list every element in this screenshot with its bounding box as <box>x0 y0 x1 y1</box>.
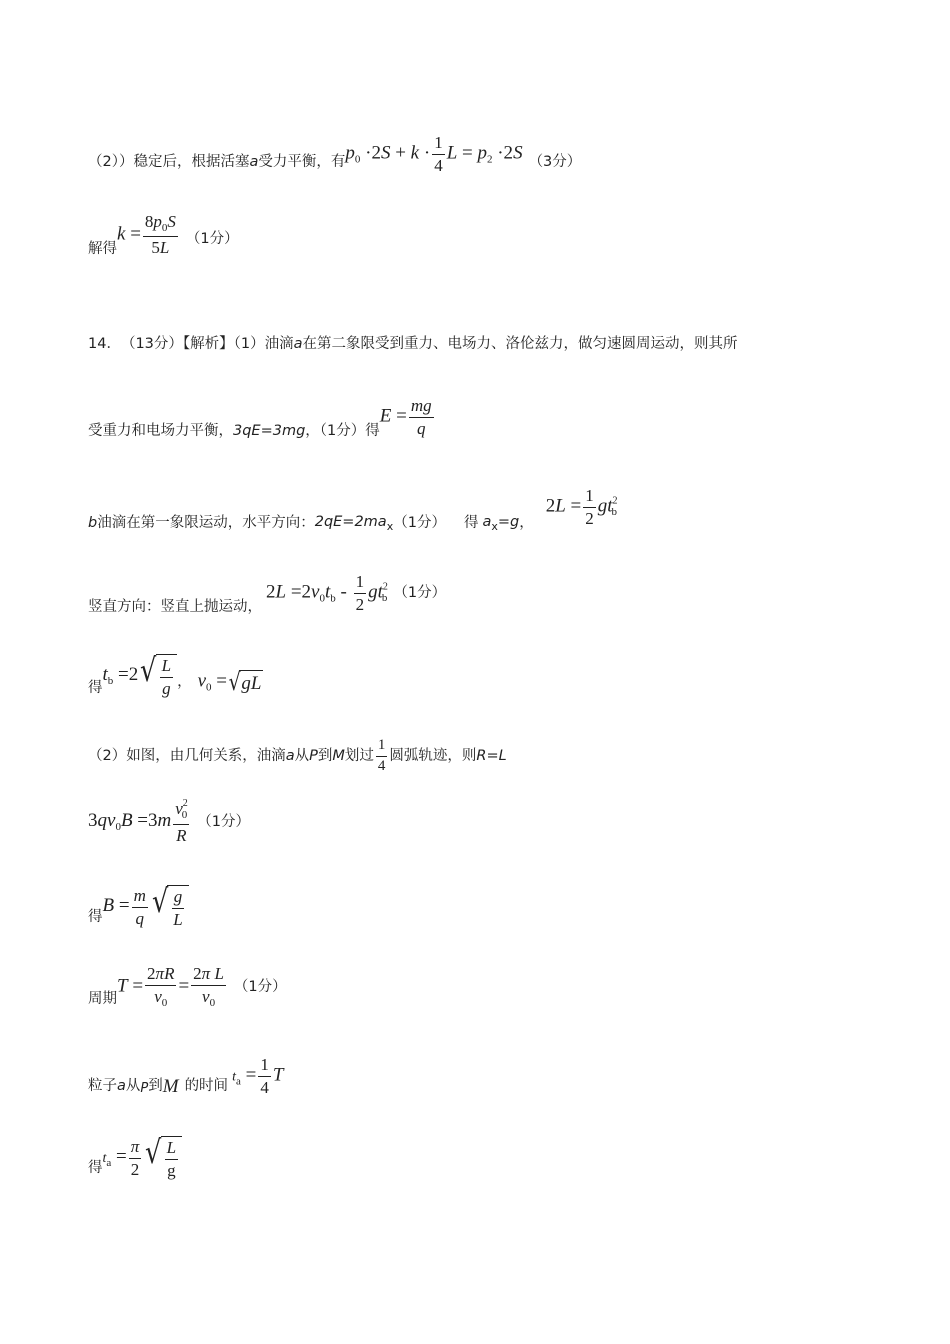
text-from: 从 <box>294 747 310 764</box>
equation-B: B = $\frac{m}{q}$ √ $\frac{g}{L}$ <box>103 885 189 929</box>
text-prefix: 得 <box>88 679 103 696</box>
line-ta-result <box>88 1132 182 1184</box>
equation-R: R=L <box>476 747 507 764</box>
text-prefix: 得 <box>88 1159 103 1176</box>
var-a: a <box>285 747 295 764</box>
text-rest: 的时间 <box>184 1077 229 1094</box>
line-vertical-motion <box>88 568 446 618</box>
comma: ， <box>519 514 534 531</box>
line-period <box>88 962 287 1012</box>
line-problem-14 <box>88 334 738 354</box>
line-B <box>88 880 189 934</box>
problem-number: 14． <box>88 335 121 352</box>
equation-E: E = $\frac{mg}{q}$ <box>379 395 432 438</box>
text-prefix: 受重力和电场力平衡， <box>88 422 233 439</box>
equation-force: $2qE=2ma_x$ <box>314 513 394 533</box>
score: （1分） <box>233 978 287 995</box>
line-field-balance <box>88 392 436 442</box>
text-prefix: （2）如图，由几何关系，油滴 <box>88 747 286 764</box>
line-b-drop-horizontal <box>88 484 617 534</box>
text-from: 从 <box>125 1077 141 1094</box>
var-a: a <box>293 335 303 352</box>
text-prefix: 得 <box>88 908 103 925</box>
text-prefix: 周期 <box>88 990 117 1007</box>
line-tb-v0 <box>88 650 263 702</box>
text-mid: 划过 <box>344 747 374 764</box>
var-b: b <box>88 514 98 531</box>
score: （1分） <box>393 584 447 601</box>
score: （1分） <box>197 813 251 830</box>
equation-k: k = $\frac{8p_0S}{5L}$ <box>117 211 176 258</box>
equation-T: T = $\frac{2\pi R}{v_0}$ = $\frac{\text{2π L}}{v_0}$ <box>117 963 224 1009</box>
fraction-quarter: $\frac{1}{4}$ <box>377 736 386 774</box>
point-P: P <box>140 1080 149 1096</box>
equation-ta-result: $t_a$ = $\frac{\pi}{2}$ √ $\frac{L}{g}$ <box>103 1136 183 1180</box>
line-lorentz <box>88 796 250 848</box>
equation-2L-vertical: $2L =2v_0t_b$ - $\frac{1}{2}$ $gt^2_b$ <box>266 571 388 614</box>
score: （1分） <box>185 230 239 247</box>
point-M: M <box>162 1075 179 1097</box>
text-prefix: 竖直方向：竖直上抛运动， <box>88 598 262 615</box>
text-prefix: 粒子 <box>88 1077 117 1094</box>
line-geometry <box>88 732 507 780</box>
equation-ax: $a_x=g$ <box>482 513 520 533</box>
text-prefix: （2））稳定后，根据活塞 <box>88 153 250 170</box>
text-intro: （13分）【解析】（1）油滴 <box>120 335 294 352</box>
equation-lorentz: $3qv_0B =3m$ $\frac{v^2_0}{R}$ <box>88 798 188 845</box>
score: （1分） <box>393 514 446 531</box>
point-M: M <box>332 747 345 764</box>
equation-tb: $t_b =2$ √ $\frac{L}{g}$ <box>103 654 178 698</box>
line-time-a <box>88 1052 283 1100</box>
var-a: a <box>117 1077 126 1094</box>
line-solve-k <box>88 210 239 260</box>
point-P: P <box>309 747 318 764</box>
equation-balance: 3qE=3mg <box>233 422 306 439</box>
text-to: 到 <box>317 747 333 764</box>
text-rest: 在第二象限受到重力、电场力、洛伦兹力，做匀速圆周运动，则其所 <box>302 335 738 352</box>
equation-piston: $p_0 \cdot 2S + k$ · $\frac{1}{4}$ $L = p_2 \cdot 2S$ <box>345 132 523 175</box>
text-get: 得 <box>463 514 479 531</box>
text-mid: 受力平衡，有 <box>258 153 346 170</box>
comma: ， <box>177 673 192 690</box>
equation-2L-horizontal: 2L = $\frac{1}{2}$ $gt^2_b$ <box>545 485 618 528</box>
equation-v0: $v_0$ = √ gL <box>197 668 262 696</box>
equation-ta: $t_a$ = $\frac{1}{4}$ T <box>232 1054 284 1097</box>
text-horizontal: 油滴在第一象限运动，水平方向： <box>97 514 315 531</box>
text-mid: ，（1分）得 <box>305 422 380 439</box>
var-a: a <box>249 153 259 170</box>
text-prefix: 解得 <box>88 240 117 257</box>
score: （3分） <box>528 153 582 170</box>
text-to: 到 <box>148 1077 163 1094</box>
text-rest: 圆弧轨迹，则 <box>389 747 477 764</box>
line-piston-balance <box>88 132 582 186</box>
